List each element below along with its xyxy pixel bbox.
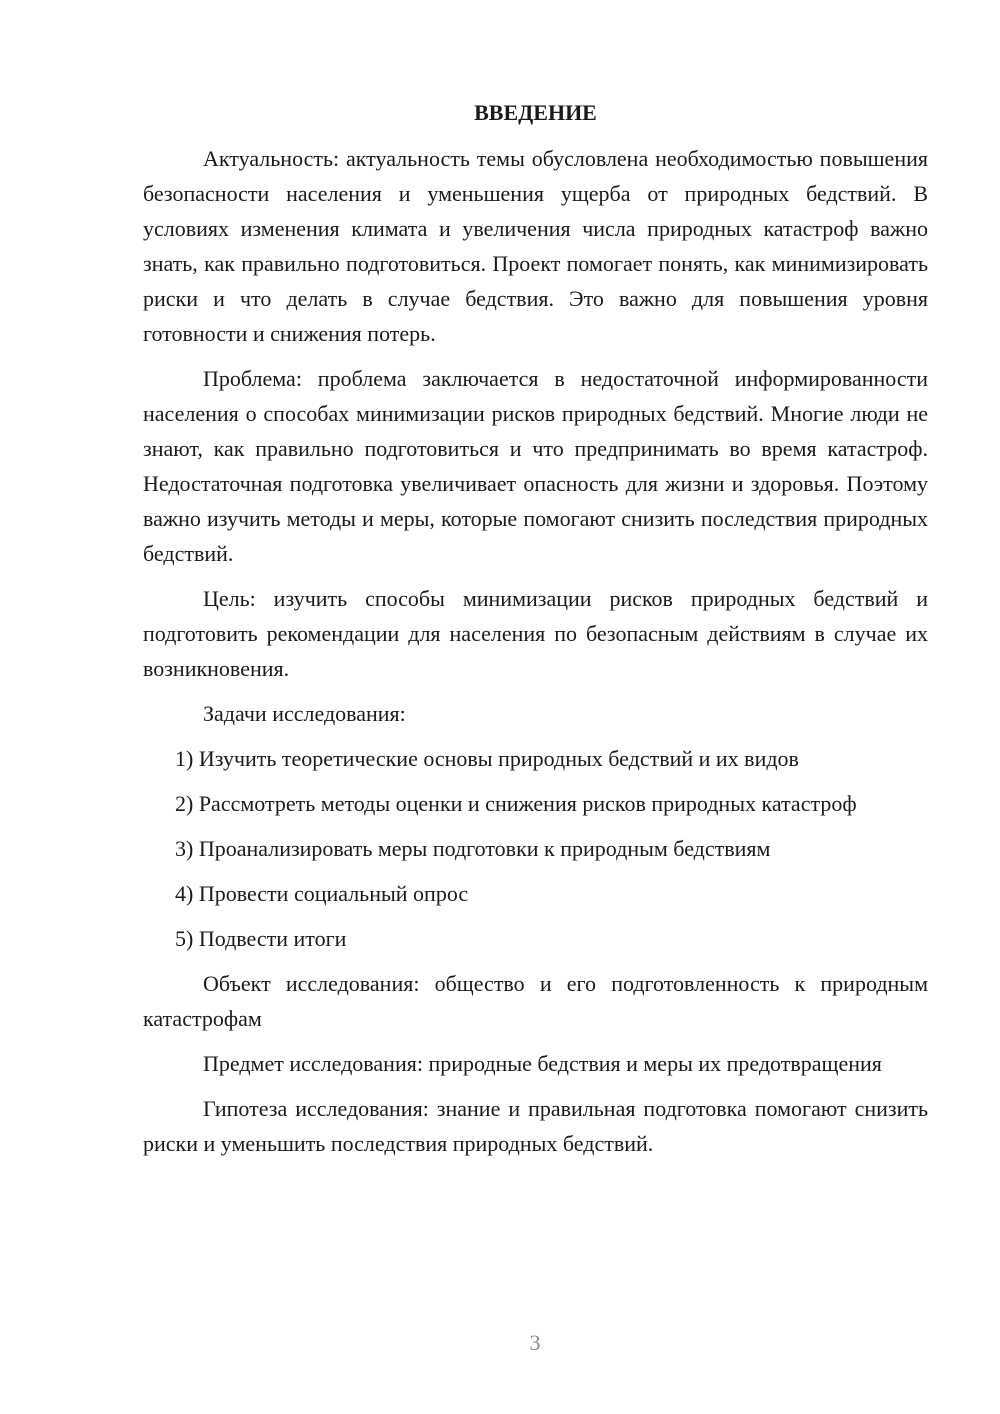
page-number: 3 [529,1330,541,1355]
task-item-3: 3) Проанализировать меры подготовки к природным бедствиям [175,836,771,861]
task-item-1: 1) Изучить теоретические основы природных бедствий и их видов [175,746,799,771]
page-content [143,95,928,1171]
problem-paragraph: Проблема: проблема заключается в недостаточной информированности населения о способах минимизации рисков природных бедствий. Многие люди не знают, как правильно подготовиться и что предпринимать во время катастроф. Недостаточная подготовка увеличивает опасность для жизни и здоровья. Поэтому важно изучить методы и меры, которые помогают снизить последствия природных бедствий. [143,366,928,566]
task-item-5: 5) Подвести итоги [175,926,347,951]
section-title: ВВЕДЕНИЕ [474,100,597,125]
object-paragraph: Объект исследования: общество и его подготовленность к природным катастрофам [143,971,928,1031]
goal-paragraph: Цель: изучить способы минимизации рисков природных бедствий и подготовить рекомендации для населения по безопасным действиям в случае их возникновения. [143,586,928,681]
hypothesis-paragraph: Гипотеза исследования: знание и правильная подготовка помогают снизить риски и уменьшить последствия природных бедствий. [143,1096,928,1156]
subject-paragraph: Предмет исследования: природные бедствия и меры их предотвращения [203,1051,882,1076]
relevance-paragraph: Актуальность: актуальность темы обусловлена необходимостью повышения безопасности населения и уменьшения ущерба от природных бедствий. В условиях изменения климата и увеличения числа природных катастроф важно знать, как правильно подготовиться. Проект помогает понять, как минимизировать риски и что делать в случае бедствия. Это важно для повышения уровня готовности и снижения потерь. [143,146,928,346]
task-item-2: 2) Рассмотреть методы оценки и снижения рисков природных катастроф [175,791,857,816]
task-item-4: 4) Провести социальный опрос [175,881,469,906]
tasks-heading: Задачи исследования: [203,701,406,726]
